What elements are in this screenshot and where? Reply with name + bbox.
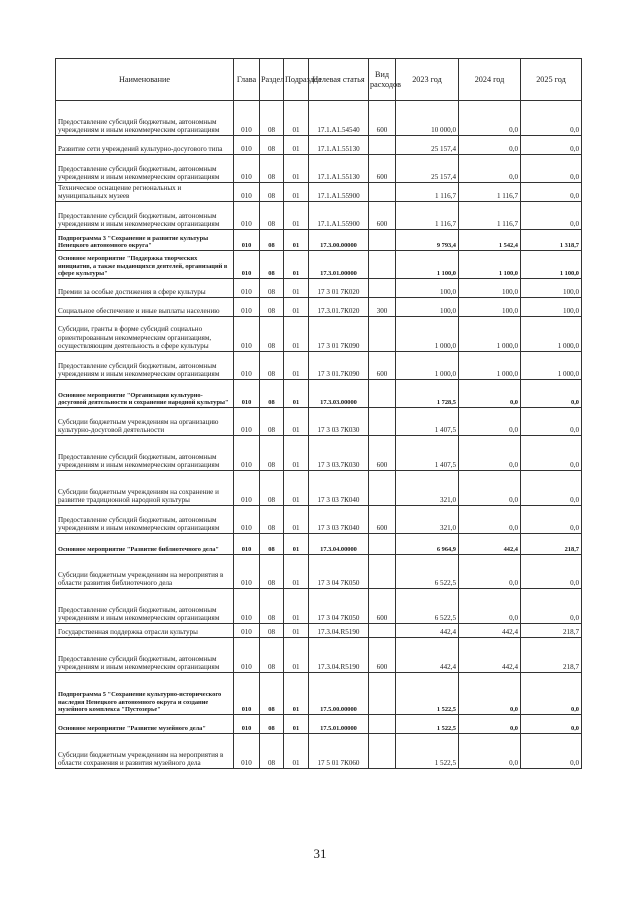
cell-section: 08 — [260, 230, 284, 251]
cell-chapter: 010 — [234, 230, 260, 251]
header-target-article: Целевая статья — [309, 59, 369, 101]
cell-subsection: 01 — [284, 251, 309, 279]
cell-name: Предоставление субсидий бюджетным, автономным учреждениям и иным некоммерческим организациям — [56, 352, 234, 380]
cell-chapter: 010 — [234, 471, 260, 506]
cell-section: 08 — [260, 506, 284, 534]
cell-year-2025: 218,7 — [521, 638, 582, 673]
cell-expense-type — [369, 534, 396, 555]
cell-year-2025: 1 000,0 — [521, 352, 582, 380]
cell-expense-type — [369, 317, 396, 352]
cell-expense-type — [369, 183, 396, 202]
cell-year-2024: 0,0 — [459, 436, 521, 471]
cell-expense-type — [369, 555, 396, 589]
cell-target-article: 17 3 03 7К040 — [309, 506, 369, 534]
cell-section: 08 — [260, 734, 284, 769]
cell-chapter: 010 — [234, 202, 260, 230]
cell-chapter: 010 — [234, 534, 260, 555]
cell-year-2024: 442,4 — [459, 534, 521, 555]
cell-year-2024: 0,0 — [459, 734, 521, 769]
cell-name: Премии за особые достижения в сфере культуры — [56, 279, 234, 298]
cell-target-article: 17.1.A1.55900 — [309, 202, 369, 230]
cell-year-2023: 1 407,5 — [396, 408, 459, 436]
cell-target-article: 17 3 01 7К020 — [309, 279, 369, 298]
cell-name: Предоставление субсидий бюджетным, автономным учреждениям и иным некоммерческим организациям — [56, 155, 234, 183]
header-name: Наименование — [56, 59, 234, 101]
cell-expense-type — [369, 251, 396, 279]
cell-name: Подпрограмма 5 "Сохранение культурно-исторического наследия Ненецкого автономного округа и создание музейного комплекса "Пустозерье" — [56, 673, 234, 715]
header-year-2023: 2023 год — [396, 59, 459, 101]
cell-section: 08 — [260, 380, 284, 408]
cell-chapter: 010 — [234, 734, 260, 769]
cell-chapter: 010 — [234, 155, 260, 183]
cell-year-2025: 1 100,0 — [521, 251, 582, 279]
cell-year-2025: 0,0 — [521, 408, 582, 436]
cell-target-article: 17 3 04 7К050 — [309, 555, 369, 589]
cell-name: Государственная поддержка отрасли культуры — [56, 624, 234, 638]
cell-target-article: 17.5.00.00000 — [309, 673, 369, 715]
table-row — [56, 534, 582, 555]
table-row — [56, 506, 582, 534]
table-row — [56, 298, 582, 317]
table-row — [56, 624, 582, 638]
cell-year-2025: 0,0 — [521, 136, 582, 155]
cell-year-2025: 0,0 — [521, 101, 582, 136]
cell-expense-type — [369, 471, 396, 506]
cell-year-2025: 1 318,7 — [521, 230, 582, 251]
cell-year-2024: 0,0 — [459, 136, 521, 155]
table-row — [56, 638, 582, 673]
cell-expense-type — [369, 136, 396, 155]
cell-name: Субсидии бюджетным учреждениям на мероприятия в области сохранения и развития музейного дела — [56, 734, 234, 769]
cell-year-2024: 1 000,0 — [459, 352, 521, 380]
cell-target-article: 17.3.00.00000 — [309, 230, 369, 251]
table-row — [56, 202, 582, 230]
cell-section: 08 — [260, 471, 284, 506]
table-row — [56, 589, 582, 624]
cell-target-article: 17.3.03.00000 — [309, 380, 369, 408]
cell-expense-type: 600 — [369, 506, 396, 534]
cell-year-2023: 1 522,5 — [396, 673, 459, 715]
cell-chapter: 010 — [234, 380, 260, 408]
cell-chapter: 010 — [234, 673, 260, 715]
cell-year-2024: 1 116,7 — [459, 183, 521, 202]
cell-name: Субсидии, гранты в форме субсидий социально ориентированным некоммерческим организациям, осуществляющим деятельность в сфере культуры — [56, 317, 234, 352]
cell-year-2025: 0,0 — [521, 436, 582, 471]
cell-year-2023: 442,4 — [396, 624, 459, 638]
cell-year-2025: 0,0 — [521, 673, 582, 715]
cell-chapter: 010 — [234, 436, 260, 471]
cell-name: Предоставление субсидий бюджетным, автономным учреждениям и иным некоммерческим организациям — [56, 101, 234, 136]
cell-year-2024: 442,4 — [459, 624, 521, 638]
cell-year-2023: 1 522,5 — [396, 715, 459, 734]
cell-subsection: 01 — [284, 555, 309, 589]
cell-subsection: 01 — [284, 136, 309, 155]
cell-name: Основное мероприятие "Поддержка творческих инициатив, а также выдающихся деятелей, организаций в сфере культуры" — [56, 251, 234, 279]
cell-target-article: 17 5 01 7К060 — [309, 734, 369, 769]
cell-name: Предоставление субсидий бюджетным, автономным учреждениям и иным некоммерческим организациям — [56, 589, 234, 624]
cell-name: Предоставление субсидий бюджетным, автономным учреждениям и иным некоммерческим организациям — [56, 506, 234, 534]
cell-year-2024: 0,0 — [459, 155, 521, 183]
cell-section: 08 — [260, 317, 284, 352]
cell-section: 08 — [260, 555, 284, 589]
header-section: Раздел — [260, 59, 284, 101]
cell-year-2023: 1 116,7 — [396, 183, 459, 202]
cell-expense-type — [369, 408, 396, 436]
cell-target-article: 17.1.A1.55900 — [309, 183, 369, 202]
table-row — [56, 230, 582, 251]
cell-section: 08 — [260, 408, 284, 436]
cell-expense-type: 600 — [369, 638, 396, 673]
cell-name: Предоставление субсидий бюджетным, автономным учреждениям и иным некоммерческим организациям — [56, 638, 234, 673]
table-row — [56, 380, 582, 408]
cell-name: Предоставление субсидий бюджетным, автономным учреждениям и иным некоммерческим организациям — [56, 436, 234, 471]
cell-year-2025: 0,0 — [521, 715, 582, 734]
cell-expense-type: 600 — [369, 101, 396, 136]
cell-year-2025: 0,0 — [521, 471, 582, 506]
cell-expense-type — [369, 734, 396, 769]
cell-year-2023: 9 793,4 — [396, 230, 459, 251]
cell-subsection: 01 — [284, 352, 309, 380]
cell-target-article: 17 3 03 7К030 — [309, 408, 369, 436]
cell-year-2024: 0,0 — [459, 555, 521, 589]
table-row — [56, 136, 582, 155]
cell-subsection: 01 — [284, 230, 309, 251]
header-expense-type: Вид расходов — [369, 59, 396, 101]
cell-name: Субсидии бюджетным учреждениям на сохранение и развитие традиционной народной культуры — [56, 471, 234, 506]
header-year-2024: 2024 год — [459, 59, 521, 101]
cell-chapter: 010 — [234, 317, 260, 352]
header-year-2025: 2025 год — [521, 59, 582, 101]
cell-section: 08 — [260, 101, 284, 136]
cell-year-2023: 6 522,5 — [396, 589, 459, 624]
cell-section: 08 — [260, 534, 284, 555]
cell-year-2024: 100,0 — [459, 279, 521, 298]
cell-expense-type — [369, 279, 396, 298]
cell-year-2024: 1 000,0 — [459, 317, 521, 352]
cell-year-2025: 100,0 — [521, 298, 582, 317]
cell-expense-type: 600 — [369, 352, 396, 380]
cell-chapter: 010 — [234, 638, 260, 673]
cell-subsection: 01 — [284, 534, 309, 555]
cell-subsection: 01 — [284, 155, 309, 183]
cell-section: 08 — [260, 715, 284, 734]
cell-year-2023: 25 157,4 — [396, 155, 459, 183]
table-row — [56, 408, 582, 436]
cell-section: 08 — [260, 298, 284, 317]
cell-year-2024: 0,0 — [459, 471, 521, 506]
cell-expense-type: 300 — [369, 298, 396, 317]
cell-expense-type — [369, 715, 396, 734]
cell-name: Развитие сети учреждений культурно-досугового типа — [56, 136, 234, 155]
table-row — [56, 734, 582, 769]
cell-year-2025: 0,0 — [521, 506, 582, 534]
cell-subsection: 01 — [284, 506, 309, 534]
cell-chapter: 010 — [234, 555, 260, 589]
cell-year-2023: 1 407,5 — [396, 436, 459, 471]
cell-year-2023: 321,0 — [396, 471, 459, 506]
cell-year-2025: 1 000,0 — [521, 317, 582, 352]
cell-target-article: 17.3.01.00000 — [309, 251, 369, 279]
cell-year-2023: 100,0 — [396, 298, 459, 317]
cell-chapter: 010 — [234, 298, 260, 317]
cell-section: 08 — [260, 251, 284, 279]
page-number: 31 — [313, 846, 327, 861]
cell-section: 08 — [260, 155, 284, 183]
cell-year-2023: 442,4 — [396, 638, 459, 673]
table-row — [56, 317, 582, 352]
cell-target-article: 17.3.04.R5190 — [309, 638, 369, 673]
cell-year-2023: 1 728,5 — [396, 380, 459, 408]
cell-section: 08 — [260, 279, 284, 298]
cell-section: 08 — [260, 352, 284, 380]
cell-subsection: 01 — [284, 101, 309, 136]
cell-year-2024: 0,0 — [459, 673, 521, 715]
cell-subsection: 01 — [284, 408, 309, 436]
cell-target-article: 17 3 03 7К040 — [309, 471, 369, 506]
cell-year-2024: 0,0 — [459, 380, 521, 408]
table-row — [56, 183, 582, 202]
cell-year-2023: 100,0 — [396, 279, 459, 298]
cell-target-article: 17 3 04 7К050 — [309, 589, 369, 624]
cell-target-article: 17.1.A1.54540 — [309, 101, 369, 136]
table-header-row — [56, 59, 582, 101]
cell-subsection: 01 — [284, 436, 309, 471]
cell-target-article: 17 3 03.7К030 — [309, 436, 369, 471]
cell-subsection: 01 — [284, 298, 309, 317]
cell-name: Субсидии бюджетным учреждениям на организацию культурно-досуговой деятельности — [56, 408, 234, 436]
cell-section: 08 — [260, 673, 284, 715]
cell-subsection: 01 — [284, 202, 309, 230]
cell-name: Основное мероприятие "Развитие библиотечного дела" — [56, 534, 234, 555]
cell-subsection: 01 — [284, 715, 309, 734]
cell-year-2025: 0,0 — [521, 380, 582, 408]
cell-year-2023: 6 522,5 — [396, 555, 459, 589]
cell-section: 08 — [260, 589, 284, 624]
cell-chapter: 010 — [234, 589, 260, 624]
cell-expense-type: 600 — [369, 155, 396, 183]
cell-chapter: 010 — [234, 715, 260, 734]
cell-subsection: 01 — [284, 624, 309, 638]
cell-year-2025: 0,0 — [521, 734, 582, 769]
cell-chapter: 010 — [234, 408, 260, 436]
cell-year-2024: 442,4 — [459, 638, 521, 673]
cell-name: Подпрограмма 3 "Сохранение и развитие культуры Ненецкого автономного округа" — [56, 230, 234, 251]
cell-year-2024: 1 542,4 — [459, 230, 521, 251]
cell-year-2024: 0,0 — [459, 589, 521, 624]
cell-subsection: 01 — [284, 471, 309, 506]
cell-target-article: 17 3 01.7К090 — [309, 352, 369, 380]
table-row — [56, 673, 582, 715]
cell-year-2025: 0,0 — [521, 202, 582, 230]
cell-year-2023: 321,0 — [396, 506, 459, 534]
cell-expense-type — [369, 673, 396, 715]
cell-year-2023: 1 000,0 — [396, 317, 459, 352]
cell-year-2024: 0,0 — [459, 408, 521, 436]
cell-year-2024: 100,0 — [459, 298, 521, 317]
table-row — [56, 436, 582, 471]
cell-subsection: 01 — [284, 734, 309, 769]
cell-year-2025: 100,0 — [521, 279, 582, 298]
cell-section: 08 — [260, 136, 284, 155]
table-row — [56, 471, 582, 506]
header-chapter: Глава — [234, 59, 260, 101]
cell-subsection: 01 — [284, 589, 309, 624]
cell-year-2025: 0,0 — [521, 155, 582, 183]
cell-name: Социальное обеспечение и иные выплаты населению — [56, 298, 234, 317]
cell-chapter: 010 — [234, 101, 260, 136]
cell-expense-type — [369, 230, 396, 251]
cell-chapter: 010 — [234, 251, 260, 279]
budget-table — [55, 58, 582, 769]
table-row — [56, 251, 582, 279]
cell-expense-type — [369, 624, 396, 638]
cell-name: Субсидии бюджетным учреждениям на мероприятия в области развития библиотечного дела — [56, 555, 234, 589]
cell-target-article: 17 3 01 7К090 — [309, 317, 369, 352]
table-row — [56, 352, 582, 380]
cell-year-2023: 6 964,9 — [396, 534, 459, 555]
cell-section: 08 — [260, 638, 284, 673]
cell-target-article: 17.3.04.00000 — [309, 534, 369, 555]
cell-expense-type — [369, 380, 396, 408]
cell-target-article: 17.3.01.7К020 — [309, 298, 369, 317]
cell-subsection: 01 — [284, 317, 309, 352]
cell-expense-type: 600 — [369, 202, 396, 230]
cell-chapter: 010 — [234, 183, 260, 202]
cell-chapter: 010 — [234, 506, 260, 534]
cell-subsection: 01 — [284, 673, 309, 715]
cell-year-2025: 218,7 — [521, 624, 582, 638]
cell-section: 08 — [260, 624, 284, 638]
cell-target-article: 17.5.01.00000 — [309, 715, 369, 734]
cell-year-2023: 25 157,4 — [396, 136, 459, 155]
cell-year-2023: 10 000,0 — [396, 101, 459, 136]
cell-year-2024: 0,0 — [459, 715, 521, 734]
cell-year-2025: 0,0 — [521, 555, 582, 589]
cell-year-2025: 218,7 — [521, 534, 582, 555]
table-row — [56, 279, 582, 298]
cell-name: Предоставление субсидий бюджетным, автономным учреждениям и иным некоммерческим организациям — [56, 202, 234, 230]
cell-name: Техническое оснащение региональных и муниципальных музеев — [56, 183, 234, 202]
cell-name: Основное мероприятие "Организация культурно-досуговой деятельности и сохранение народной культуры" — [56, 380, 234, 408]
cell-target-article: 17.3.04.R5190 — [309, 624, 369, 638]
cell-subsection: 01 — [284, 380, 309, 408]
cell-year-2024: 1 100,0 — [459, 251, 521, 279]
cell-target-article: 17.1.A1.55130 — [309, 155, 369, 183]
table-row — [56, 555, 582, 589]
cell-target-article: 17.1.A1.55130 — [309, 136, 369, 155]
cell-year-2024: 1 116,7 — [459, 202, 521, 230]
table-row — [56, 101, 582, 136]
cell-year-2023: 1 100,0 — [396, 251, 459, 279]
cell-year-2023: 1 522,5 — [396, 734, 459, 769]
cell-year-2023: 1 116,7 — [396, 202, 459, 230]
cell-chapter: 010 — [234, 624, 260, 638]
cell-chapter: 010 — [234, 279, 260, 298]
cell-subsection: 01 — [284, 279, 309, 298]
cell-chapter: 010 — [234, 136, 260, 155]
header-subsection: Подраздел — [284, 59, 309, 101]
table-row — [56, 715, 582, 734]
cell-year-2024: 0,0 — [459, 506, 521, 534]
cell-chapter: 010 — [234, 352, 260, 380]
cell-name: Основное мероприятие "Развитие музейного дела" — [56, 715, 234, 734]
cell-section: 08 — [260, 202, 284, 230]
table-row — [56, 155, 582, 183]
cell-year-2025: 0,0 — [521, 589, 582, 624]
cell-year-2025: 0,0 — [521, 183, 582, 202]
cell-subsection: 01 — [284, 638, 309, 673]
cell-year-2024: 0,0 — [459, 101, 521, 136]
cell-section: 08 — [260, 183, 284, 202]
cell-subsection: 01 — [284, 183, 309, 202]
cell-year-2023: 1 000,0 — [396, 352, 459, 380]
cell-expense-type: 600 — [369, 436, 396, 471]
cell-expense-type: 600 — [369, 589, 396, 624]
cell-section: 08 — [260, 436, 284, 471]
